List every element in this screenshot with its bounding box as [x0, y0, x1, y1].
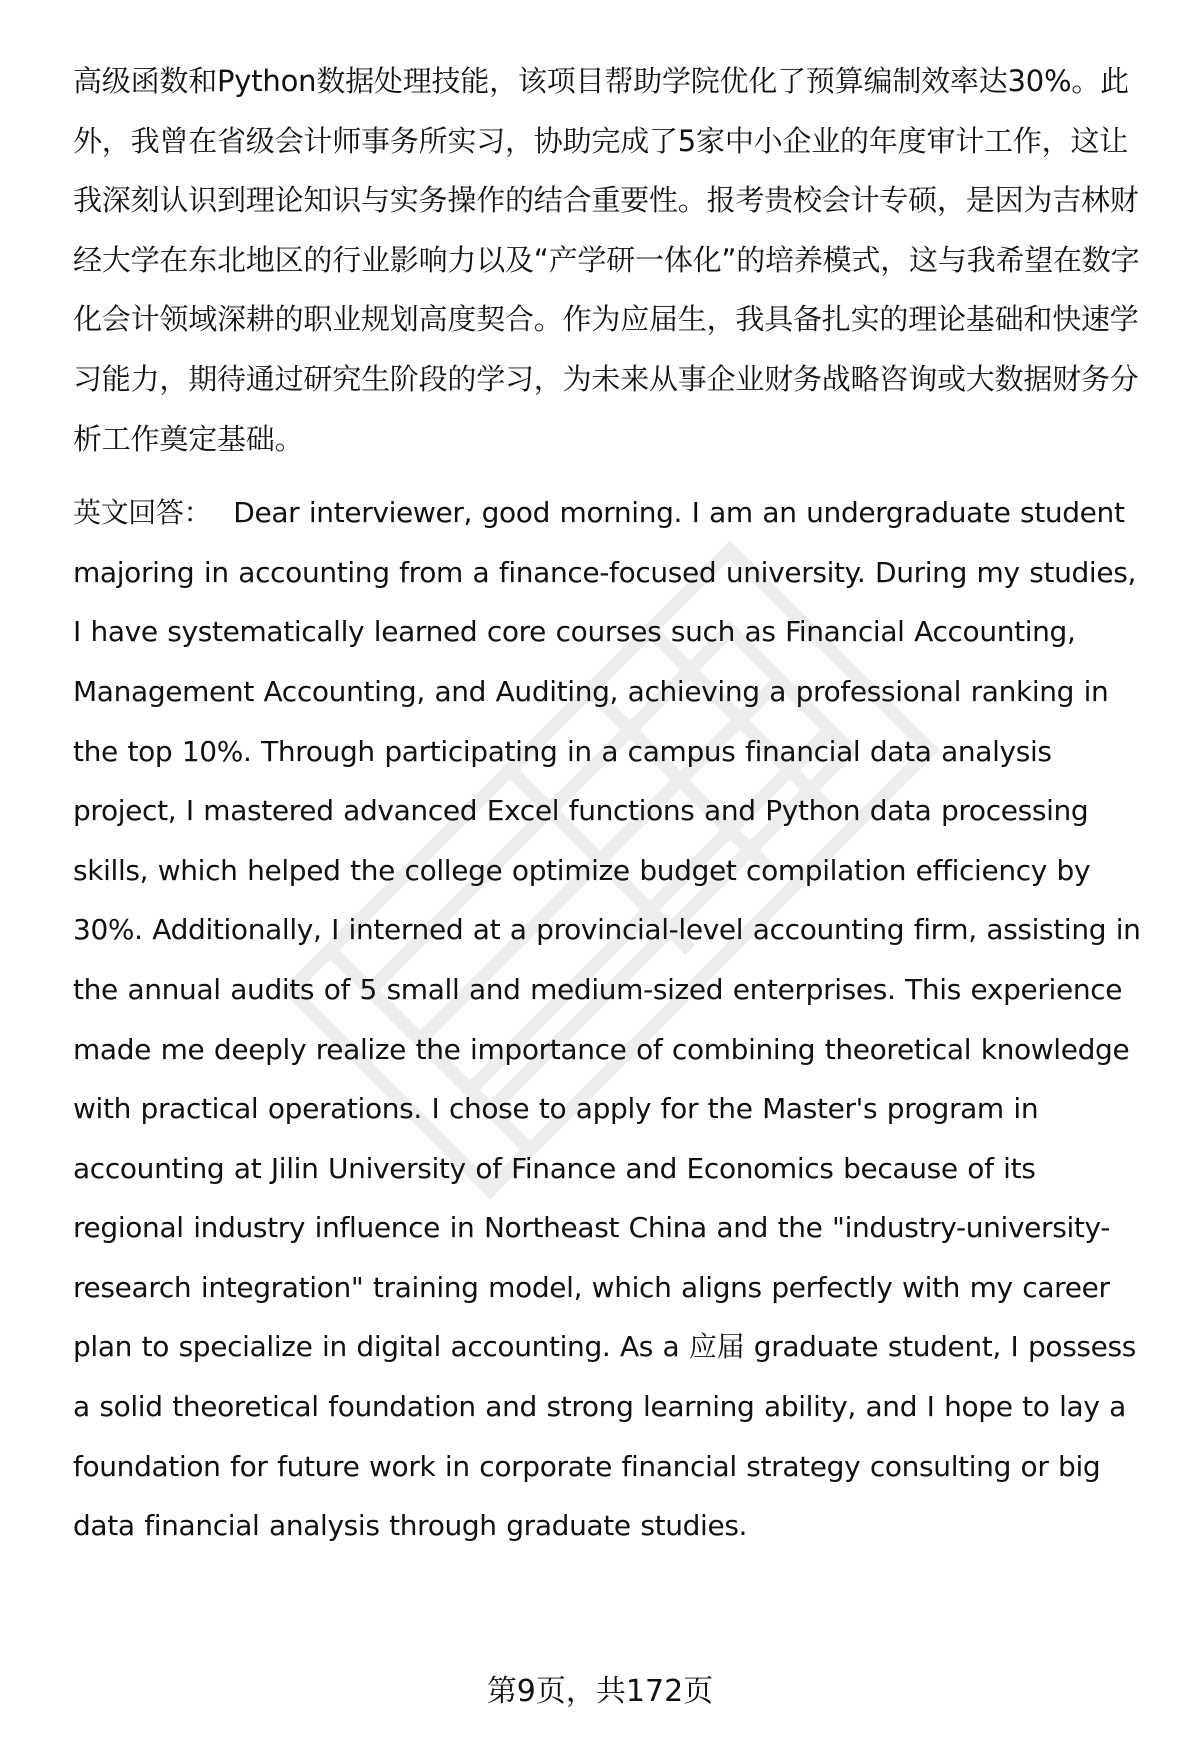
document-body [73, 52, 1153, 1556]
english-answer-paragraph [73, 483, 1153, 1556]
english-answer-text: Dear interviewer, good morning. I am an undergraduate student majoring in accounting from a finance-focused university. During my studies, I have systematically learned core courses such as Financial Accounting, Management Accounting, and Auditing, achieving a professional ranking in the top 10%. Through participating in a campus financial data analysis project, I mastered advanced Excel functions and Python data processing skills, which helped the college optimize budget compilation efficiency by 30%. Additionally, I interned at a provincial-level accounting firm, assisting in the annual audits of 5 small and medium-sized enterprises. This experience made me deeply realize the importance of combining theoretical knowledge with practical operations. I chose to apply for the Master's program in accounting at Jilin University of Finance and Economics because of its regional industry influence in Northeast China and the "industry-university-research integration" training model, which aligns perfectly with my career plan to specialize in digital accounting. As a 应届 graduate student, I possess a solid theoretical foundation and strong learning ability, and I hope to lay a foundation for future work in corporate financial strategy consulting or big data financial analysis through graduate studies. [73, 496, 1141, 1543]
english-answer-label: 英文回答： [73, 496, 212, 530]
chinese-answer-paragraph: 高级函数和Python数据处理技能，该项目帮助学院优化了预算编制效率达30%。此外，我曾在省级会计师事务所实习，协助完成了5家中小企业的年度审计工作，这让我深刻认识到理论知识与实务操作的结合重要性。报考贵校会计专硕，是因为吉林财经大学在东北地区的行业影响力以及“产学研一体化”的培养模式，这与我希望在数字化会计领域深耕的职业规划高度契合。作为应届生，我具备扎实的理论基础和快速学习能力，期待通过研究生阶段的学习，为未来从事企业财务战略咨询或大数据财务分析工作奠定基础。 [73, 64, 1140, 456]
page-number-footer: 第9页，共172页 [486, 1674, 714, 1709]
